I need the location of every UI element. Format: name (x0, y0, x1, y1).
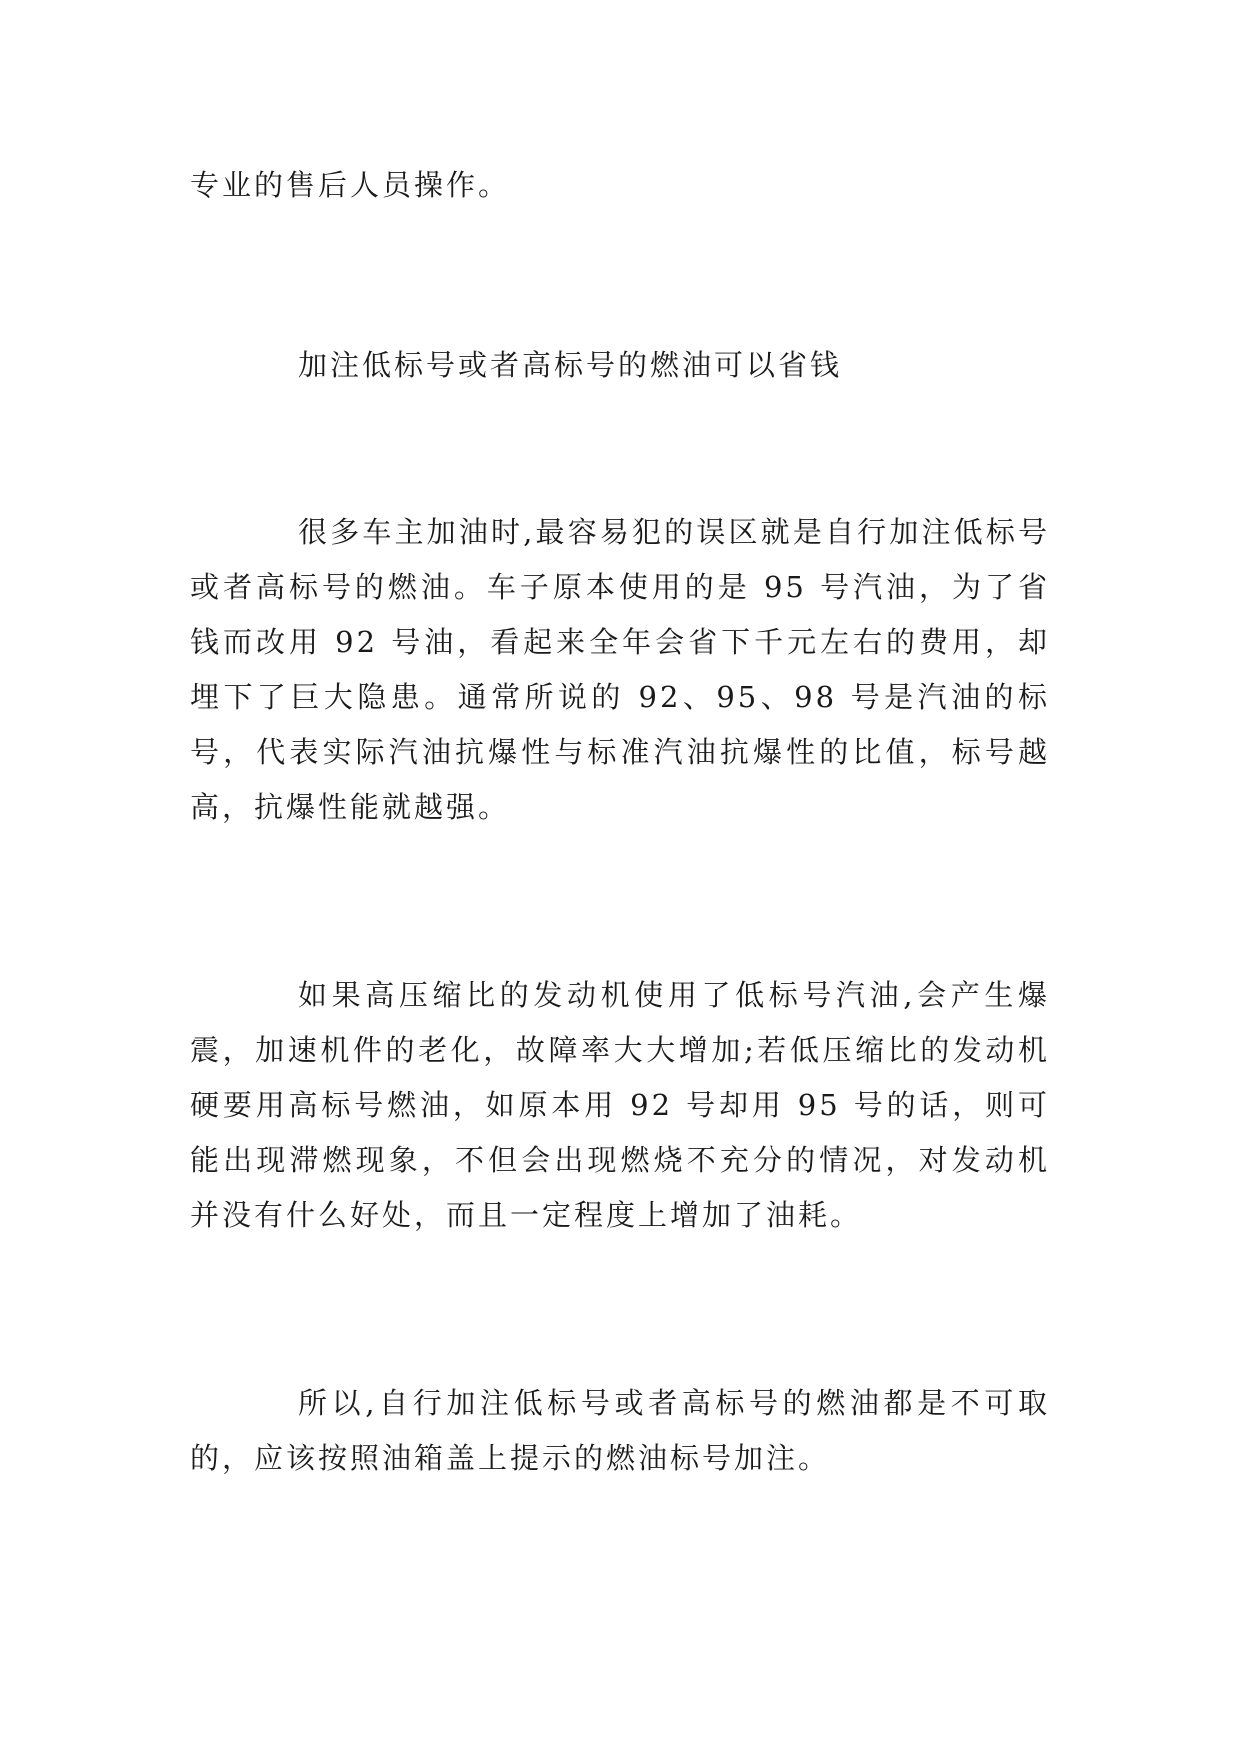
section-heading: 加注低标号或者高标号的燃油可以省钱 (298, 348, 843, 382)
paragraph-conclusion: 所以,自行加注低标号或者高标号的燃油都是不可取的，应该按照油箱盖上提示的燃油标号加注。 (190, 1386, 1050, 1475)
paragraph-fuel-grade-misconception: 很多车主加油时,最容易犯的误区就是自行加注低标号或者高标号的燃油。车子原本使用的是 95 号汽油，为了省钱而改用 92 号油，看起来全年会省下千元左右的费用，却埋下了巨大隐患。通常所说的 92、95、98 号是汽油的标号，代表实际汽油抗爆性与标准汽油抗爆性的比值，标号越高，抗爆性能就越强。 (190, 515, 1050, 824)
paragraph-continuation: 专业的售后人员操作。 (190, 168, 511, 202)
paragraph-compression-ratio: 如果高压缩比的发动机使用了低标号汽油,会产生爆震，加速机件的老化，故障率大大增加;若低压缩比的发动机硬要用高标号燃油，如原本用 92 号却用 95 号的话，则可能出现滞燃现象，不但会出现燃烧不充分的情况，对发动机并没有什么好处，而且一定程度上增加了油耗。 (190, 978, 1050, 1232)
